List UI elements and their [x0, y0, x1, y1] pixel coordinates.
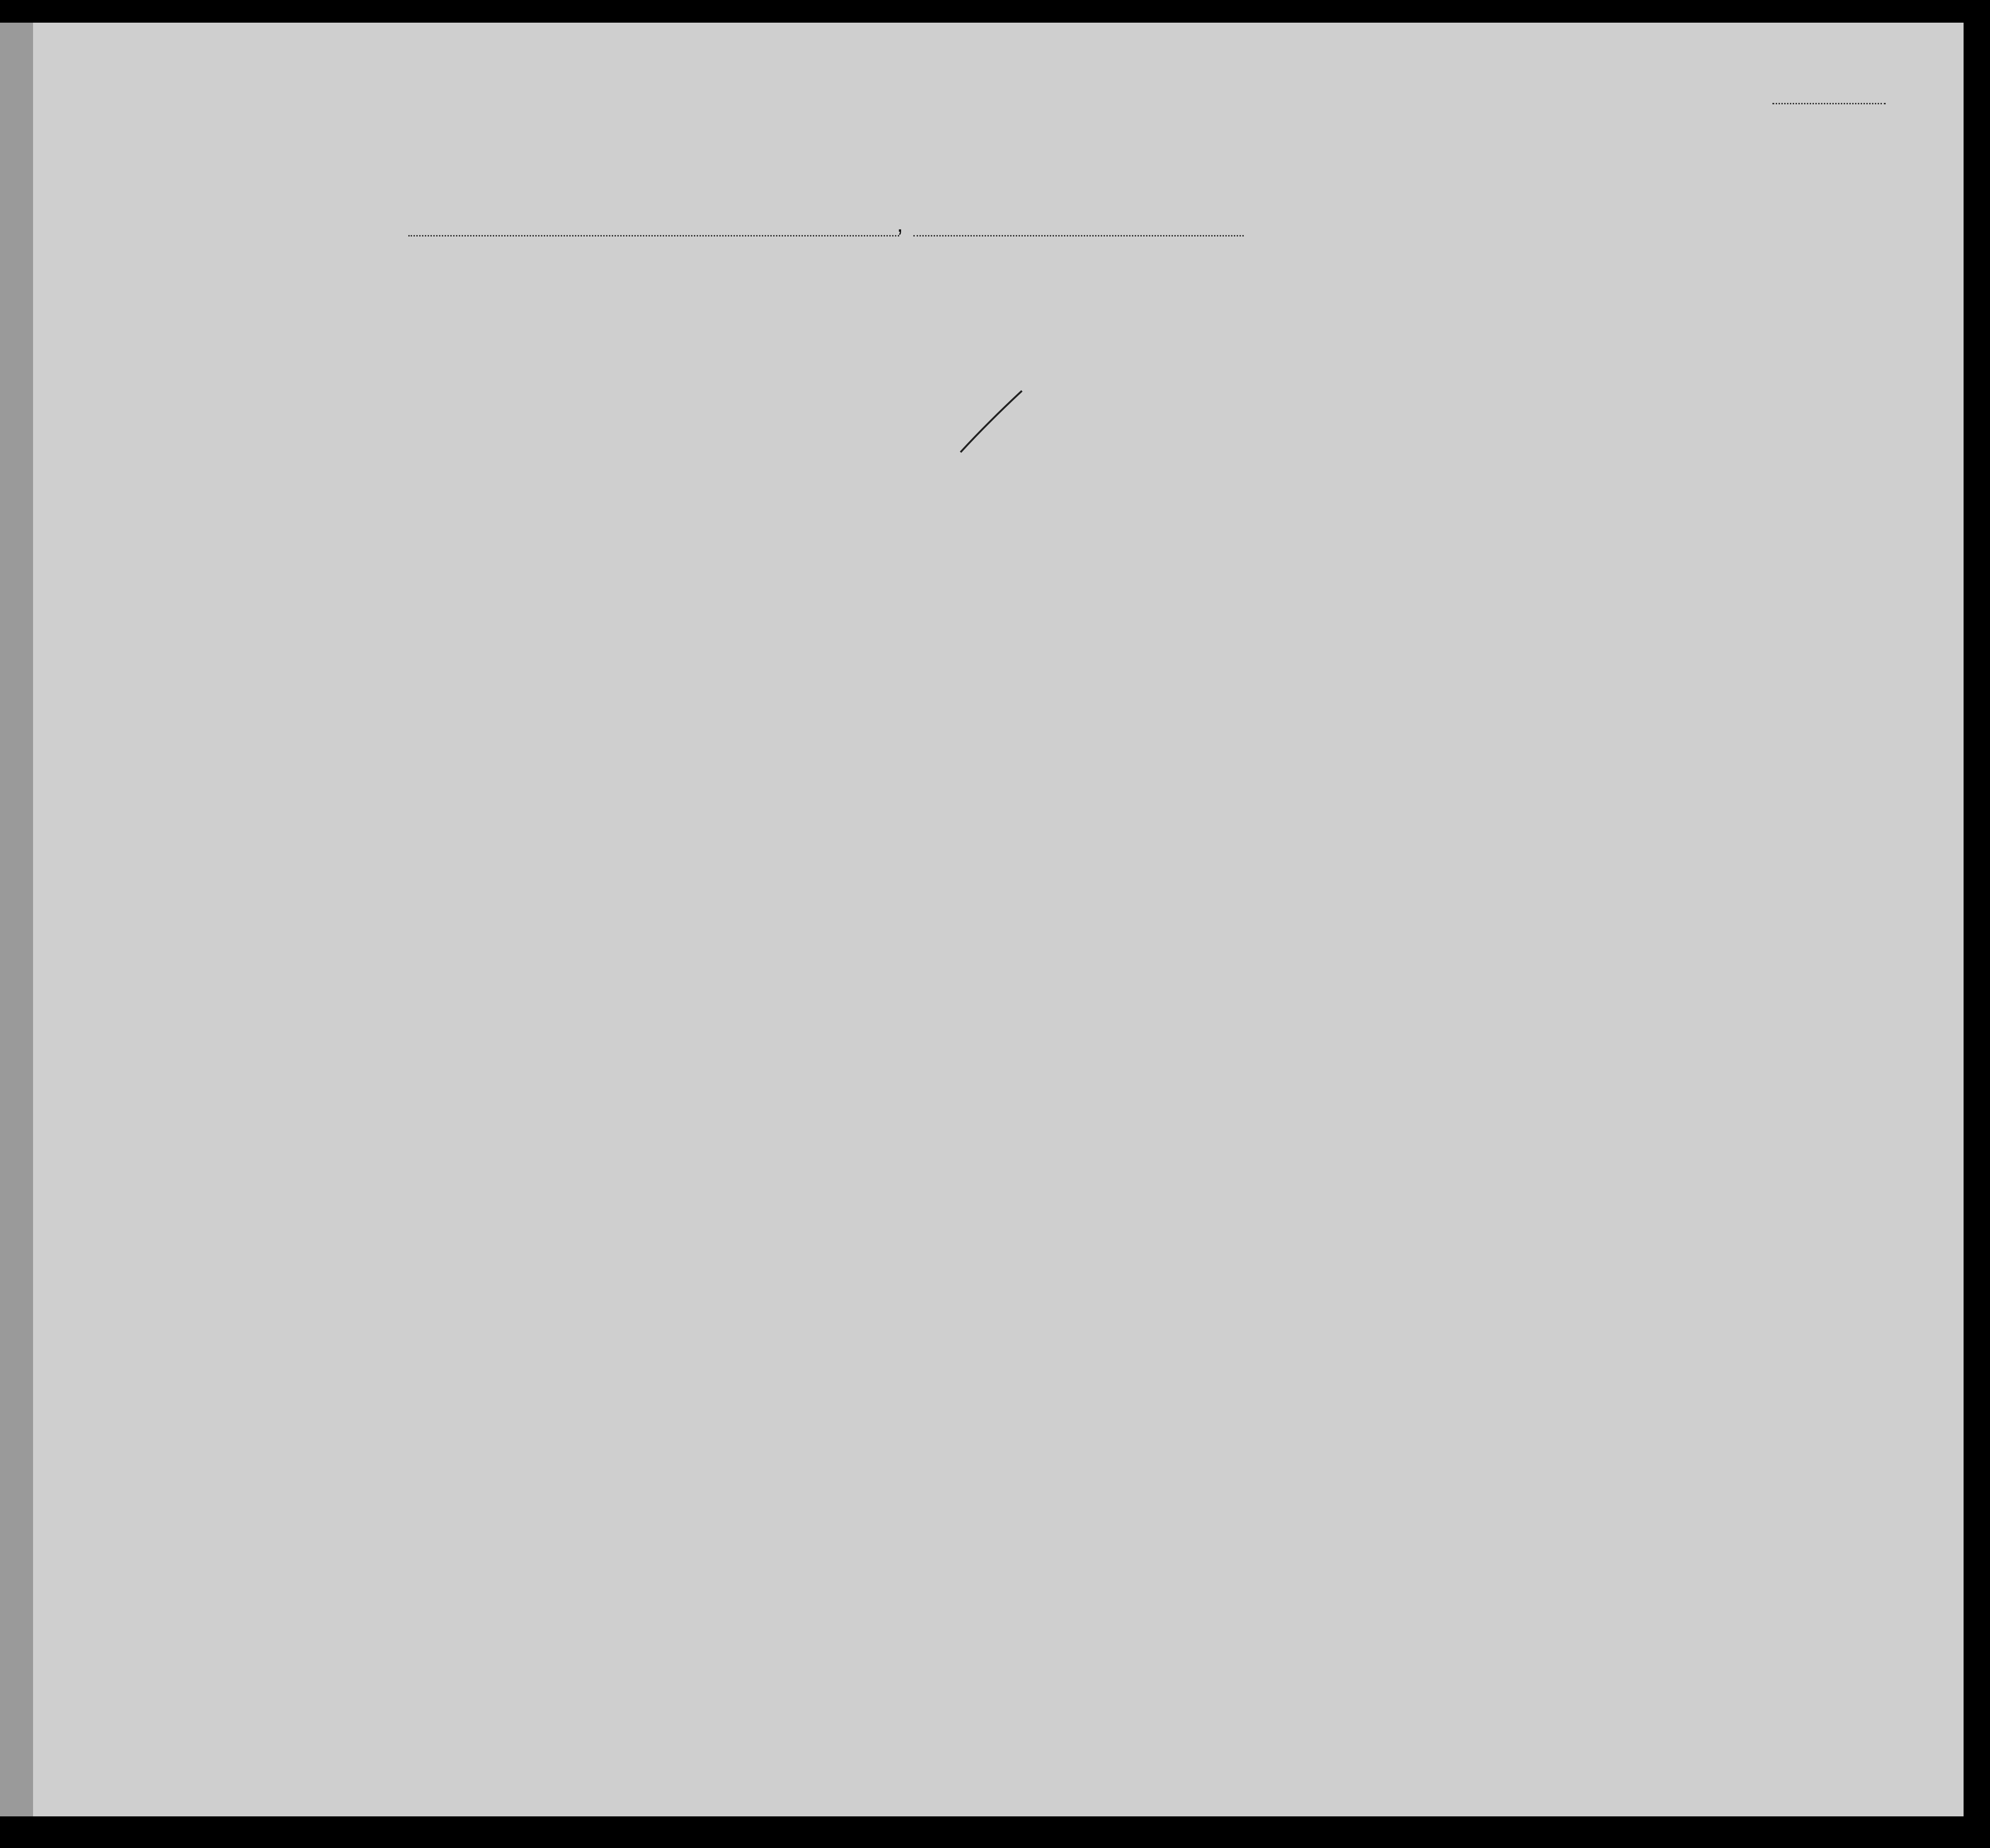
- hdr-polygamist: [1363, 311, 1377, 429]
- list-dotted-line: [1772, 103, 1886, 104]
- hdr-q30: [1510, 311, 1534, 429]
- manifest-sheet: [33, 23, 1964, 1816]
- form-grid: [33, 23, 1964, 1816]
- checkmark-annotation: [958, 386, 1024, 457]
- hdr-inches: [1692, 381, 1703, 429]
- hdr-purpose-length: [1204, 311, 1223, 429]
- hdr-feet: [1669, 381, 1680, 429]
- date-dotted-line: [913, 235, 1244, 236]
- hdr-purpose-return: [1164, 311, 1192, 429]
- hdr-q28: [1411, 311, 1449, 429]
- port-dotted-line: [408, 235, 899, 236]
- comma-1: ,: [897, 212, 903, 237]
- hdr-money: [748, 306, 769, 424]
- hdr-prison: [1335, 311, 1354, 429]
- hdr-anarchist: [1384, 311, 1398, 429]
- hdr-purpose-citizen: [1267, 311, 1286, 429]
- hdr-ticket: [638, 306, 659, 424]
- hdr-q29: [1466, 311, 1494, 429]
